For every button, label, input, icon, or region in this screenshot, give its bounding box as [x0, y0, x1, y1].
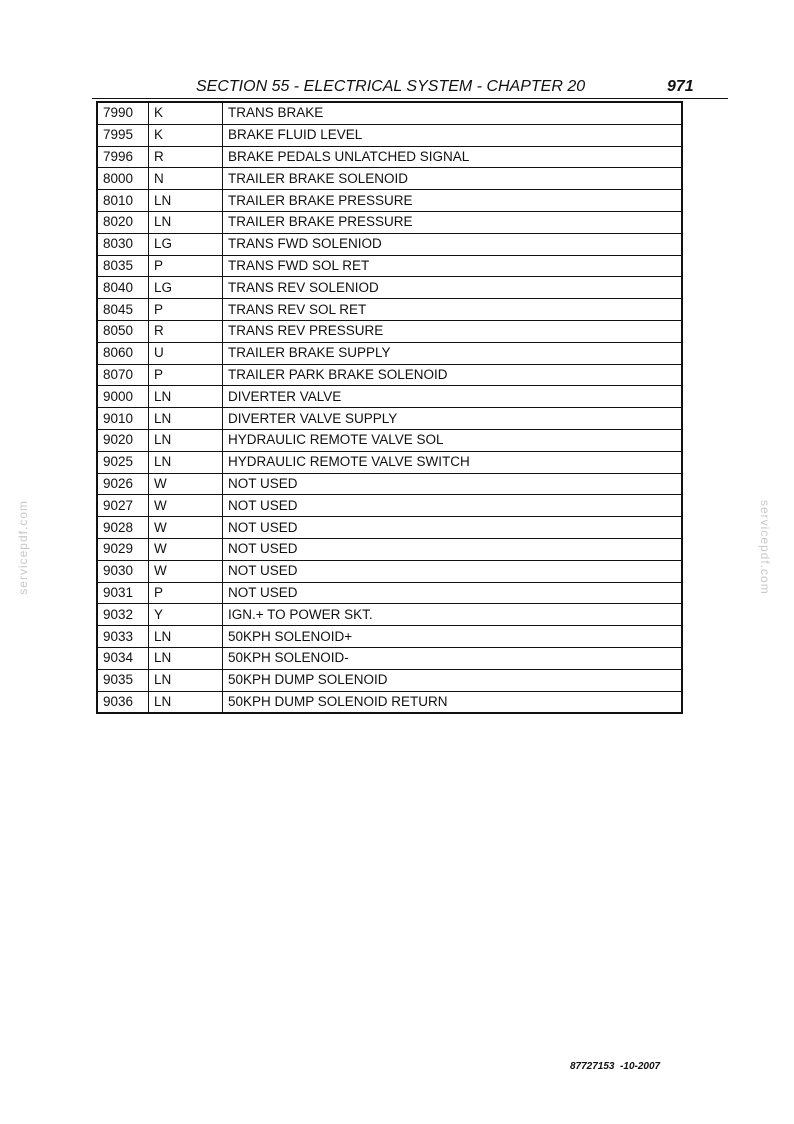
table-row — [97, 320, 682, 342]
table-row — [97, 691, 682, 713]
watermark-right: servicepdf.com — [758, 500, 772, 595]
wire-description-cell: TRAILER BRAKE PRESSURE — [223, 211, 683, 233]
wire-number-cell: 8000 — [97, 168, 149, 190]
wire-description-cell: IGN.+ TO POWER SKT. — [223, 604, 683, 626]
wire-description-cell: TRANS BRAKE — [223, 102, 683, 124]
wire-color-cell: LN — [149, 408, 223, 430]
wire-color-cell: W — [149, 538, 223, 560]
table-row — [97, 582, 682, 604]
footer-doc-id: 87727153 -10-2007 — [570, 1061, 661, 1072]
wire-number-cell: 7990 — [97, 102, 149, 124]
wire-description-cell: DIVERTER VALVE SUPPLY — [223, 408, 683, 430]
wire-color-cell: LN — [149, 190, 223, 212]
wire-number-cell: 8035 — [97, 255, 149, 277]
wire-color-cell: LN — [149, 647, 223, 669]
wire-color-cell: P — [149, 299, 223, 321]
wire-number-cell: 9025 — [97, 451, 149, 473]
wire-number-cell: 9026 — [97, 473, 149, 495]
wire-color-cell: R — [149, 320, 223, 342]
table-row — [97, 429, 682, 451]
wire-number-cell: 8060 — [97, 342, 149, 364]
wire-description-cell: TRANS REV SOLENIOD — [223, 277, 683, 299]
wire-description-cell: HYDRAULIC REMOTE VALVE SOL — [223, 429, 683, 451]
wire-description-cell: NOT USED — [223, 495, 683, 517]
wire-color-cell: K — [149, 102, 223, 124]
wire-color-cell: LN — [149, 691, 223, 713]
wire-color-cell: U — [149, 342, 223, 364]
table-row — [97, 604, 682, 626]
wire-description-cell: TRANS FWD SOLENIOD — [223, 233, 683, 255]
wire-number-cell: 9034 — [97, 647, 149, 669]
wire-description-cell: NOT USED — [223, 517, 683, 539]
wire-description-cell: TRAILER BRAKE SOLENOID — [223, 168, 683, 190]
wire-table — [96, 101, 683, 714]
wire-description-cell: BRAKE FLUID LEVEL — [223, 124, 683, 146]
wire-color-cell: LG — [149, 233, 223, 255]
table-row — [97, 669, 682, 691]
wire-description-cell: NOT USED — [223, 538, 683, 560]
table-row — [97, 473, 682, 495]
table-row — [97, 517, 682, 539]
wire-description-cell: 50KPH DUMP SOLENOID — [223, 669, 683, 691]
wire-number-cell: 9031 — [97, 582, 149, 604]
wire-number-cell: 9020 — [97, 429, 149, 451]
wire-number-cell: 9033 — [97, 626, 149, 648]
wire-description-cell: HYDRAULIC REMOTE VALVE SWITCH — [223, 451, 683, 473]
page-number: 971 — [667, 78, 694, 95]
table-row — [97, 277, 682, 299]
table-row — [97, 211, 682, 233]
wire-color-cell: LN — [149, 669, 223, 691]
wire-number-cell: 8040 — [97, 277, 149, 299]
wire-number-cell: 8070 — [97, 364, 149, 386]
wire-description-cell: TRANS FWD SOL RET — [223, 255, 683, 277]
table-row — [97, 451, 682, 473]
table-row — [97, 364, 682, 386]
wire-color-cell: LN — [149, 386, 223, 408]
wire-description-cell: TRAILER PARK BRAKE SOLENOID — [223, 364, 683, 386]
table-row — [97, 299, 682, 321]
wire-number-cell: 8010 — [97, 190, 149, 212]
wire-number-cell: 9010 — [97, 408, 149, 430]
wire-color-cell: Y — [149, 604, 223, 626]
table-row — [97, 342, 682, 364]
wire-color-cell: W — [149, 560, 223, 582]
wire-description-cell: 50KPH SOLENOID- — [223, 647, 683, 669]
wire-number-cell: 9028 — [97, 517, 149, 539]
wire-color-cell: R — [149, 146, 223, 168]
table-row — [97, 233, 682, 255]
wire-description-cell: NOT USED — [223, 560, 683, 582]
wire-description-cell: TRANS REV PRESSURE — [223, 320, 683, 342]
wire-color-cell: W — [149, 473, 223, 495]
table-row — [97, 495, 682, 517]
wire-color-cell: LN — [149, 626, 223, 648]
table-row — [97, 168, 682, 190]
wire-number-cell: 8030 — [97, 233, 149, 255]
table-row — [97, 626, 682, 648]
wire-number-cell: 9035 — [97, 669, 149, 691]
wire-number-cell: 9029 — [97, 538, 149, 560]
table-row — [97, 408, 682, 430]
wire-number-cell: 9030 — [97, 560, 149, 582]
section-title: SECTION 55 - ELECTRICAL SYSTEM - CHAPTER 20 — [196, 78, 586, 95]
wire-description-cell: BRAKE PEDALS UNLATCHED SIGNAL — [223, 146, 683, 168]
wire-number-cell: 8050 — [97, 320, 149, 342]
table-row — [97, 190, 682, 212]
header-rule — [92, 98, 728, 99]
table-row — [97, 124, 682, 146]
wire-description-cell: 50KPH SOLENOID+ — [223, 626, 683, 648]
table-row — [97, 647, 682, 669]
wire-description-cell: DIVERTER VALVE — [223, 386, 683, 408]
wire-color-cell: LN — [149, 429, 223, 451]
wire-description-cell: NOT USED — [223, 582, 683, 604]
wire-color-cell: LN — [149, 451, 223, 473]
table-row — [97, 538, 682, 560]
table-row — [97, 102, 682, 124]
wire-color-cell: N — [149, 168, 223, 190]
wire-table-body — [97, 102, 682, 713]
wire-color-cell: W — [149, 517, 223, 539]
wire-description-cell: TRAILER BRAKE SUPPLY — [223, 342, 683, 364]
table-row — [97, 560, 682, 582]
wire-color-cell: P — [149, 364, 223, 386]
wire-number-cell: 7995 — [97, 124, 149, 146]
wire-description-cell: NOT USED — [223, 473, 683, 495]
wire-number-cell: 7996 — [97, 146, 149, 168]
wire-number-cell: 9000 — [97, 386, 149, 408]
wire-color-cell: W — [149, 495, 223, 517]
watermark-left: servicepdf.com — [16, 500, 30, 595]
wire-description-cell: 50KPH DUMP SOLENOID RETURN — [223, 691, 683, 713]
wire-color-cell: P — [149, 255, 223, 277]
wire-number-cell: 9027 — [97, 495, 149, 517]
wire-color-cell: LG — [149, 277, 223, 299]
table-row — [97, 146, 682, 168]
wire-number-cell: 9032 — [97, 604, 149, 626]
table-row — [97, 255, 682, 277]
wire-color-cell: LN — [149, 211, 223, 233]
wire-description-cell: TRANS REV SOL RET — [223, 299, 683, 321]
wire-description-cell: TRAILER BRAKE PRESSURE — [223, 190, 683, 212]
wire-number-cell: 8020 — [97, 211, 149, 233]
wire-color-cell: P — [149, 582, 223, 604]
wire-color-cell: K — [149, 124, 223, 146]
wire-number-cell: 8045 — [97, 299, 149, 321]
table-row — [97, 386, 682, 408]
wire-number-cell: 9036 — [97, 691, 149, 713]
